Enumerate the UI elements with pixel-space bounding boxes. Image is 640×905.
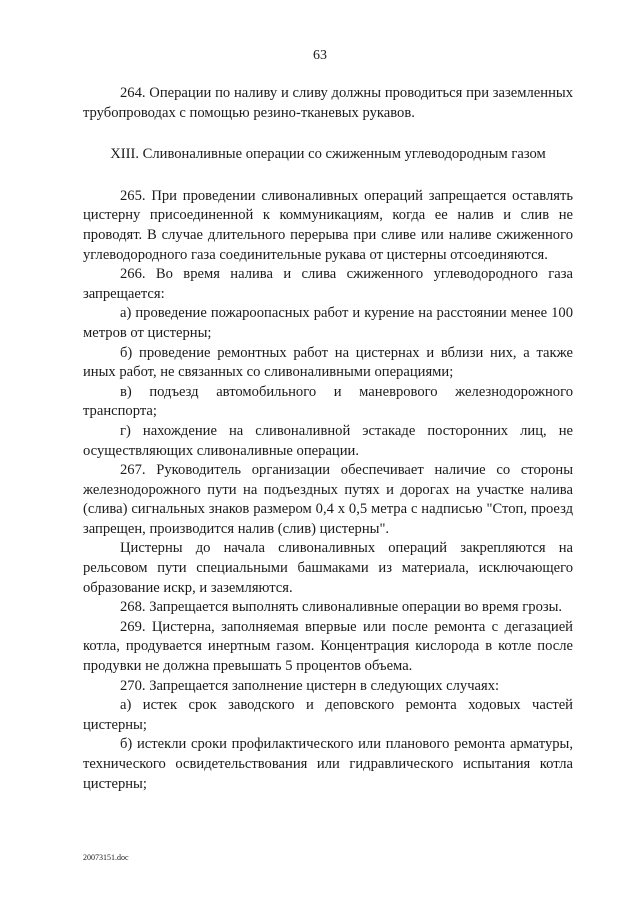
file-name-footer: 20073151.doc (83, 853, 129, 862)
page-number: 63 (313, 48, 327, 63)
paragraph-269: 269. Цистерна, заполняемая впервые или после ремонта с дегазацией котла, продувается инертным газом. Концентрация кислорода в котле после продувки не должна превышать 5 процентов объема. (83, 618, 573, 675)
section-heading: XIII. Сливоналивные операции со сжиженным углеводородным газом (110, 146, 546, 163)
paragraph-266-a: а) проведение пожароопасных работ и курение на расстоянии менее 100 метров от цистерны; (83, 305, 573, 341)
paragraph-266-g: г) нахождение на сливоналивной эстакаде посторонних лиц, не осуществляющих сливоналивные операции. (83, 422, 573, 459)
document-body (83, 84, 573, 794)
paragraph-268: 268. Запрещается выполнять сливоналивные операции во время грозы. (120, 599, 563, 616)
paragraph-266: 266. Во время налива и слива сжиженного углеводородного газа запрещается: (83, 266, 573, 302)
paragraph-270-b: б) истекли сроки профилактического или планового ремонта арматуры, технического освидетельствования или гидравлического испытания котла цистерны; (83, 736, 573, 792)
paragraph-265: 265. При проведении сливоналивных операций запрещается оставлять цистерну присоединенной к коммуникациям, когда ее налив и слив не проводят. В случае длительного перерыва при сливе или наливе сжиженного углеводородного газа соединительные рукава от цистерны отсоединяются. (83, 187, 573, 263)
paragraph-267: 267. Руководитель организации обеспечивает наличие со стороны железнодорожного пути на подъездных путях и дорогах на участке налива (слива) сигнальных знаков размером 0,4 х 0,5 метра с надписью "Стоп, проезд запрещен, производится налив (слив) цистерны". (83, 462, 573, 537)
paragraph-266-v: в) подъезд автомобильного и маневрового железнодорожного транспорта; (83, 383, 573, 420)
paragraph-266-b: б) проведение ремонтных работ на цистернах и вблизи них, а также иных работ, не связанных со сливоналивными операциями; (83, 344, 573, 381)
paragraph-267-cont: Цистерны до начала сливоналивных операций закрепляются на рельсовом пути специальными башмаками из материала, исключающего образование искр, и заземляются. (83, 540, 573, 596)
paragraph-270: 270. Запрещается заполнение цистерн в следующих случаях: (120, 677, 500, 694)
paragraph-264: 264. Операции по наливу и сливу должны проводиться при заземленных трубопроводах с помощью резино-тканевых рукавов. (83, 85, 573, 121)
paragraph-270-a: а) истек срок заводского и деповского ремонта ходовых частей цистерны; (83, 697, 573, 733)
